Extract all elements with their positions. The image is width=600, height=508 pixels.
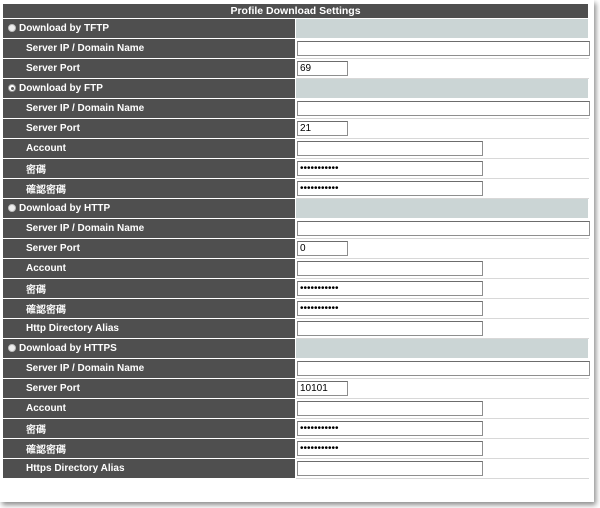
http-confirm-password-label: 確認密碼 xyxy=(3,299,296,319)
ftp-port-label: Server Port xyxy=(3,119,296,139)
http-password-label: 密碼 xyxy=(3,279,296,299)
https-password-input[interactable] xyxy=(297,421,483,436)
https-alias-label: Https Directory Alias xyxy=(3,459,296,479)
tftp-option[interactable] xyxy=(3,19,296,39)
ftp-option[interactable] xyxy=(3,79,296,99)
https-label: Download by HTTPS xyxy=(19,343,117,354)
https-port-label: Server Port xyxy=(3,379,296,399)
https-account-label: Account xyxy=(3,399,296,419)
ftp-server-input[interactable] xyxy=(297,101,590,116)
https-port-input[interactable] xyxy=(297,381,348,396)
http-server-input[interactable] xyxy=(297,221,590,236)
ftp-confirm-password-label: 確認密碼 xyxy=(3,179,296,199)
http-radio-icon[interactable] xyxy=(8,204,16,212)
panel-title: Profile Download Settings xyxy=(3,4,589,19)
https-option[interactable] xyxy=(3,339,296,359)
http-option[interactable] xyxy=(3,199,296,219)
ftp-account-label: Account xyxy=(3,139,296,159)
http-account-input[interactable] xyxy=(297,261,483,276)
https-alias-input[interactable] xyxy=(297,461,483,476)
ftp-label: Download by FTP xyxy=(19,83,103,94)
https-account-input[interactable] xyxy=(297,401,483,416)
tftp-port-label: Server Port xyxy=(3,59,296,79)
https-confirm-password-input[interactable] xyxy=(297,441,483,456)
http-password-input[interactable] xyxy=(297,281,483,296)
ftp-password-input[interactable] xyxy=(297,161,483,176)
tftp-radio-icon[interactable] xyxy=(8,24,16,32)
ftp-password-label: 密碼 xyxy=(3,159,296,179)
http-alias-label: Http Directory Alias xyxy=(3,319,296,339)
ftp-server-label: Server IP / Domain Name xyxy=(3,99,296,119)
tftp-server-input[interactable] xyxy=(297,41,590,56)
https-confirm-password-label: 確認密碼 xyxy=(3,439,296,459)
ftp-radio-icon[interactable] xyxy=(8,84,16,92)
ftp-confirm-password-input[interactable] xyxy=(297,181,483,196)
http-port-input[interactable] xyxy=(297,241,348,256)
https-server-input[interactable] xyxy=(297,361,590,376)
https-radio-icon[interactable] xyxy=(8,344,16,352)
tftp-port-input[interactable] xyxy=(297,61,348,76)
https-server-label: Server IP / Domain Name xyxy=(3,359,296,379)
http-port-label: Server Port xyxy=(3,239,296,259)
profile-download-table xyxy=(2,3,589,479)
http-label: Download by HTTP xyxy=(19,203,111,214)
tftp-label: Download by TFTP xyxy=(19,23,109,34)
http-server-label: Server IP / Domain Name xyxy=(3,219,296,239)
ftp-account-input[interactable] xyxy=(297,141,483,156)
tftp-server-label: Server IP / Domain Name xyxy=(3,39,296,59)
https-password-label: 密碼 xyxy=(3,419,296,439)
http-alias-input[interactable] xyxy=(297,321,483,336)
http-confirm-password-input[interactable] xyxy=(297,301,483,316)
ftp-port-input[interactable] xyxy=(297,121,348,136)
http-account-label: Account xyxy=(3,259,296,279)
